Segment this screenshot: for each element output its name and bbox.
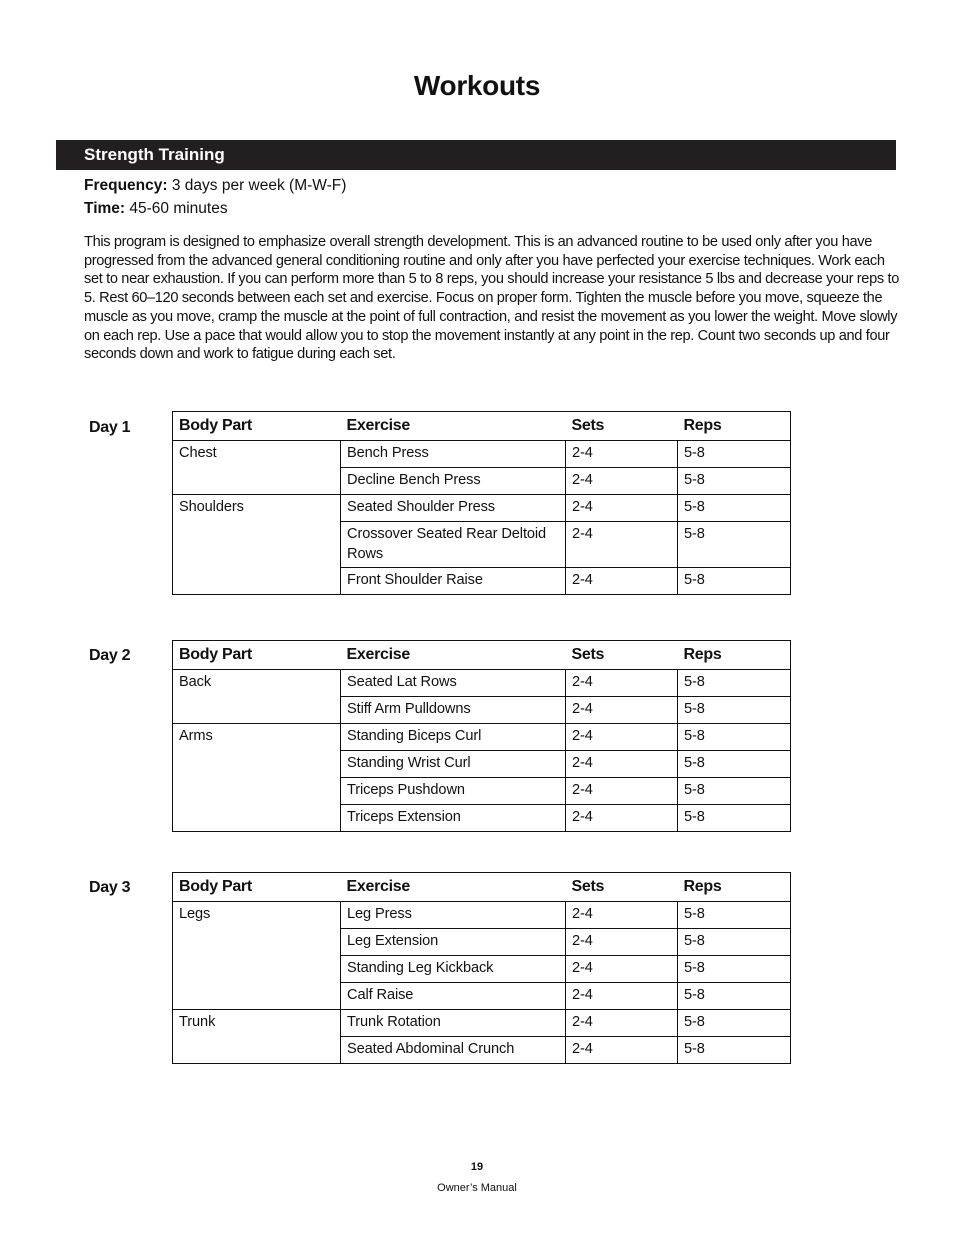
reps-cell: 5-8	[678, 1037, 791, 1064]
sets-cell: 2-4	[566, 697, 678, 724]
sets-cell: 2-4	[566, 1010, 678, 1037]
reps-cell: 5-8	[678, 751, 791, 778]
header-sets: Sets	[566, 873, 678, 902]
reps-cell: 5-8	[678, 983, 791, 1010]
exercise-cell: Front Shoulder Raise	[341, 568, 566, 595]
reps-cell: 5-8	[678, 441, 791, 468]
body-part-cell	[173, 929, 341, 956]
sets-cell: 2-4	[566, 751, 678, 778]
body-part-cell	[173, 956, 341, 983]
table-header-row	[173, 641, 791, 670]
body-part-cell: Legs	[173, 902, 341, 929]
exercise-cell: Crossover Seated Rear Deltoid Rows	[341, 522, 566, 568]
body-part-cell	[173, 1037, 341, 1064]
header-exercise: Exercise	[341, 412, 566, 441]
table-row	[173, 805, 791, 832]
body-part-cell: Shoulders	[173, 495, 341, 522]
sets-cell: 2-4	[566, 956, 678, 983]
exercise-cell: Triceps Pushdown	[341, 778, 566, 805]
body-part-cell: Back	[173, 670, 341, 697]
exercise-cell: Leg Extension	[341, 929, 566, 956]
body-part-cell: Trunk	[173, 1010, 341, 1037]
header-reps: Reps	[678, 641, 791, 670]
exercise-cell: Bench Press	[341, 441, 566, 468]
exercise-cell: Standing Wrist Curl	[341, 751, 566, 778]
body-part-cell	[173, 983, 341, 1010]
reps-cell: 5-8	[678, 724, 791, 751]
body-part-cell	[173, 522, 341, 568]
intro-paragraph: This program is designed to emphasize overall strength development. This is an advanced routine to be used only after you have progressed from the advanced general conditioning routine and only after you have perfected your exercise techniques. Work each set to near exhaustion. If you can perform more than 5 to 8 reps, you should increase your resistance 5 lbs and decrease your reps to 5. Rest 60–120 seconds between each set and exercise. Focus on proper form. Tighten the muscle before you move, squeeze the muscle as you move, cramp the muscle at the point of full contraction, and resist the movement as you lower the weight. Move slowly on each rep. Use a pace that would allow you to stop the movement instantly at any point in the rep. Count two seconds up and four seconds down and work to fatigue during each set.	[84, 234, 899, 363]
section-heading-bar	[56, 140, 896, 170]
sets-cell: 2-4	[566, 929, 678, 956]
exercise-cell: Triceps Extension	[341, 805, 566, 832]
exercise-cell: Decline Bench Press	[341, 468, 566, 495]
table-row	[173, 441, 791, 468]
body-part-cell	[173, 751, 341, 778]
table-row	[173, 568, 791, 595]
frequency-value: 3 days per week (M-W-F)	[171, 177, 347, 194]
header-sets: Sets	[566, 641, 678, 670]
sets-cell: 2-4	[566, 983, 678, 1010]
sets-cell: 2-4	[566, 902, 678, 929]
day-3-table	[172, 872, 791, 1064]
header-body-part: Body Part	[173, 641, 341, 670]
exercise-cell: Seated Abdominal Crunch	[341, 1037, 566, 1064]
exercise-cell: Trunk Rotation	[341, 1010, 566, 1037]
day-2-table	[172, 640, 791, 832]
table-row	[173, 670, 791, 697]
reps-cell: 5-8	[678, 956, 791, 983]
sets-cell: 2-4	[566, 1037, 678, 1064]
table-row	[173, 751, 791, 778]
sets-cell: 2-4	[566, 805, 678, 832]
table-row	[173, 522, 791, 568]
reps-cell: 5-8	[678, 670, 791, 697]
body-part-cell	[173, 697, 341, 724]
body-part-cell	[173, 805, 341, 832]
reps-cell: 5-8	[678, 1010, 791, 1037]
page-title: Workouts	[413, 70, 541, 101]
table-row	[173, 697, 791, 724]
sets-cell: 2-4	[566, 568, 678, 595]
exercise-cell: Standing Biceps Curl	[341, 724, 566, 751]
sets-cell: 2-4	[566, 724, 678, 751]
page-number: 19	[470, 1161, 484, 1173]
table-row	[173, 1010, 791, 1037]
header-body-part: Body Part	[173, 873, 341, 902]
reps-cell: 5-8	[678, 697, 791, 724]
exercise-cell: Seated Lat Rows	[341, 670, 566, 697]
header-body-part: Body Part	[173, 412, 341, 441]
reps-cell: 5-8	[678, 778, 791, 805]
reps-cell: 5-8	[678, 468, 791, 495]
table-row	[173, 902, 791, 929]
header-sets: Sets	[566, 412, 678, 441]
time-line	[84, 200, 228, 218]
time-value: 45-60 minutes	[129, 200, 228, 217]
table-header-row	[173, 412, 791, 441]
table-row	[173, 495, 791, 522]
sets-cell: 2-4	[566, 778, 678, 805]
table-header-row	[173, 873, 791, 902]
exercise-cell: Leg Press	[341, 902, 566, 929]
reps-cell: 5-8	[678, 522, 791, 568]
body-part-cell: Chest	[173, 441, 341, 468]
exercise-cell: Seated Shoulder Press	[341, 495, 566, 522]
exercise-cell: Stiff Arm Pulldowns	[341, 697, 566, 724]
day-3-label: Day 3	[89, 879, 131, 896]
reps-cell: 5-8	[678, 902, 791, 929]
exercise-cell: Calf Raise	[341, 983, 566, 1010]
header-reps: Reps	[678, 873, 791, 902]
reps-cell: 5-8	[678, 929, 791, 956]
body-part-cell: Arms	[173, 724, 341, 751]
table-row	[173, 1037, 791, 1064]
day-2-label: Day 2	[89, 647, 131, 664]
day-1-table	[172, 411, 791, 595]
footer-manual-label: Owner’s Manual	[437, 1182, 517, 1194]
exercise-cell: Standing Leg Kickback	[341, 956, 566, 983]
table-row	[173, 724, 791, 751]
frequency-line	[84, 177, 346, 195]
frequency-label: Frequency:	[84, 177, 168, 194]
header-exercise: Exercise	[341, 873, 566, 902]
day-1-label: Day 1	[89, 419, 131, 436]
table-row	[173, 929, 791, 956]
body-part-cell	[173, 468, 341, 495]
header-reps: Reps	[678, 412, 791, 441]
sets-cell: 2-4	[566, 468, 678, 495]
sets-cell: 2-4	[566, 495, 678, 522]
table-row	[173, 468, 791, 495]
reps-cell: 5-8	[678, 495, 791, 522]
reps-cell: 5-8	[678, 568, 791, 595]
sets-cell: 2-4	[566, 441, 678, 468]
table-row	[173, 778, 791, 805]
time-label: Time:	[84, 200, 126, 217]
section-heading: Strength Training	[84, 145, 225, 164]
body-part-cell	[173, 568, 341, 595]
reps-cell: 5-8	[678, 805, 791, 832]
body-part-cell	[173, 778, 341, 805]
header-exercise: Exercise	[341, 641, 566, 670]
sets-cell: 2-4	[566, 522, 678, 568]
table-row	[173, 956, 791, 983]
sets-cell: 2-4	[566, 670, 678, 697]
table-row	[173, 983, 791, 1010]
